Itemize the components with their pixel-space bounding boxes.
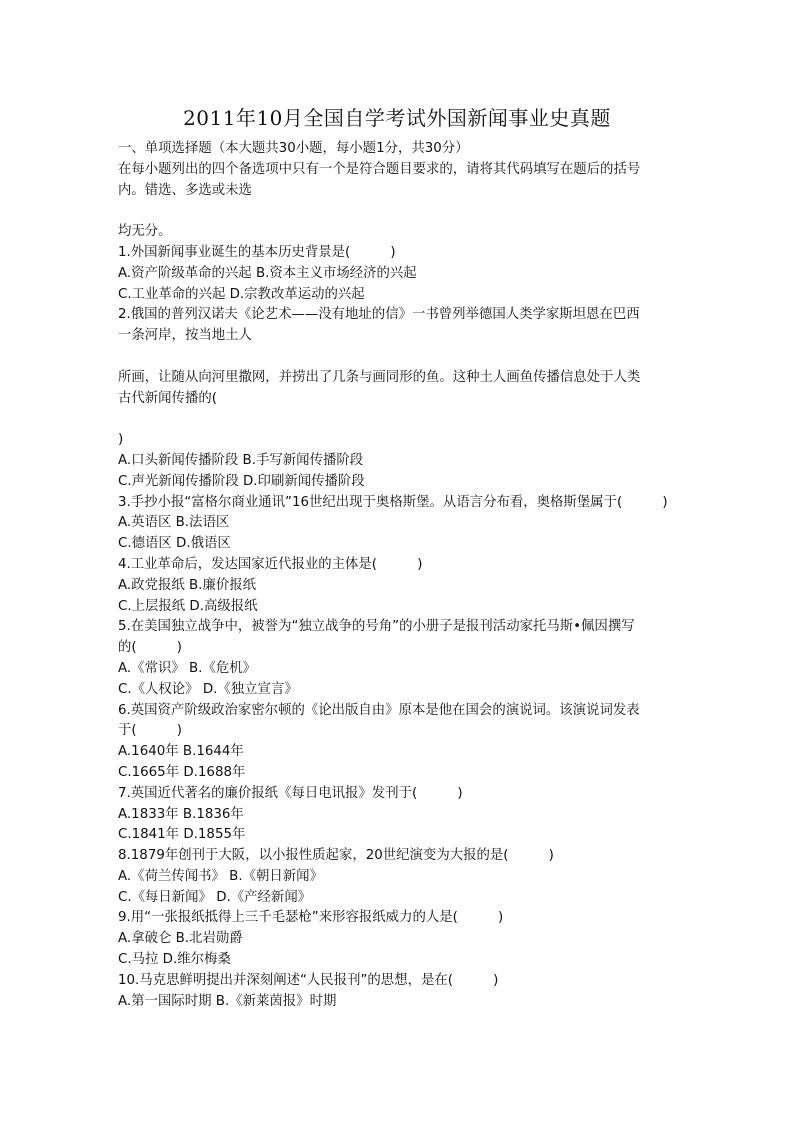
question-options: A.拿破仑 B.北岩勋爵: [118, 931, 243, 947]
question-stem: 2.俄国的普列汉诺夫《论艺术——没有地址的信》一书曾列举德国人类学家斯坦恩在巴西: [118, 307, 640, 323]
question-stem: 一条河岸，按当地土人: [118, 328, 252, 344]
question-stem: 6.英国资产阶级政治家密尔顿的《论出版自由》原本是他在国会的演说词。该演说词发表: [118, 702, 640, 718]
question-options: A.英语区 B.法语区: [118, 515, 230, 531]
question-options: C.《人权论》 D.《独立宣言》: [118, 681, 298, 697]
question-options: A.1640年 B.1644年: [118, 744, 244, 760]
question-options: C.工业革命的兴起 D.宗教改革运动的兴起: [118, 286, 365, 302]
question-options: A.口头新闻传播阶段 B.手写新闻传播阶段: [118, 452, 364, 468]
question-stem: 5.在美国独立战争中，被誉为“独立战争的号角”的小册子是报刊活动家托马斯•佩因撰写: [118, 619, 635, 635]
instructions-line: 内。错选、多选或未选: [118, 182, 252, 198]
question-stem: 于( ): [118, 723, 183, 739]
question-options: C.上层报纸 D.高级报纸: [118, 598, 258, 614]
question-stem: 所画，让随从向河里撒网，并捞出了几条与画同形的鱼。这种土人画鱼传播信息处于人类: [118, 369, 641, 385]
blank-line: [118, 201, 698, 222]
instructions-line: 在每小题列出的四个备选项中只有一个是符合题目要求的，请将其代码填写在题后的括号: [118, 161, 641, 177]
question-options: C.声光新闻传播阶段 D.印刷新闻传播阶段: [118, 473, 365, 489]
question-options: C.马拉 D.维尔梅桑: [118, 952, 231, 968]
question-stem: ): [118, 432, 124, 448]
question-options: A.《荷兰传闻书》 B.《朝日新闻》: [118, 868, 323, 884]
question-stem: 8.1879年创刊于大阪，以小报性质起家，20世纪演变为大报的是( ): [118, 848, 554, 864]
blank-line: [118, 409, 698, 430]
question-stem: 7.英国近代著名的廉价报纸《每日电讯报》发刊于( ): [118, 785, 463, 801]
question-options: A.1833年 B.1836年: [118, 806, 244, 822]
question-stem: 9.用“一张报纸抵得上三千毛瑟枪”来形容报纸威力的人是( ): [118, 910, 504, 926]
instructions-line: 均无分。: [118, 224, 172, 240]
question-options: C.1665年 D.1688年: [118, 764, 246, 780]
section-heading: 一、单项选择题（本大题共30小题，每小题1分，共30分）: [118, 141, 469, 156]
question-options: A.《常识》 B.《危机》: [118, 660, 257, 676]
blank-line: [118, 347, 698, 368]
question-stem: 3.手抄小报“富格尔商业通讯”16世纪出现于奥格斯堡。从语言分布看，奥格斯堡属于( ): [118, 494, 668, 510]
exam-content: [118, 139, 698, 1012]
question-stem: 的( ): [118, 640, 183, 656]
question-options: C.1841年 D.1855年: [118, 827, 246, 843]
question-stem: 10.马克思鲜明提出并深刻阐述“人民报刊”的思想，是在( ): [118, 972, 499, 988]
question-stem: 1.外国新闻事业诞生的基本历史背景是( ): [118, 244, 396, 260]
page-title: 2011年10月全国自学考试外国新闻事业史真题: [183, 106, 611, 130]
question-stem: 4.工业革命后，发达国家近代报业的主体是( ): [118, 556, 423, 572]
question-options: C.《每日新闻》 D.《产经新闻》: [118, 889, 312, 905]
question-options: A.第一国际时期 B.《新莱茵报》时期: [118, 993, 337, 1009]
question-options: C.德语区 D.俄语区: [118, 536, 231, 552]
question-options: A.政党报纸 B.廉价报纸: [118, 577, 257, 593]
question-options: A.资产阶级革命的兴起 B.资本主义市场经济的兴起: [118, 265, 417, 281]
question-stem: 古代新闻传播的(: [118, 390, 217, 406]
